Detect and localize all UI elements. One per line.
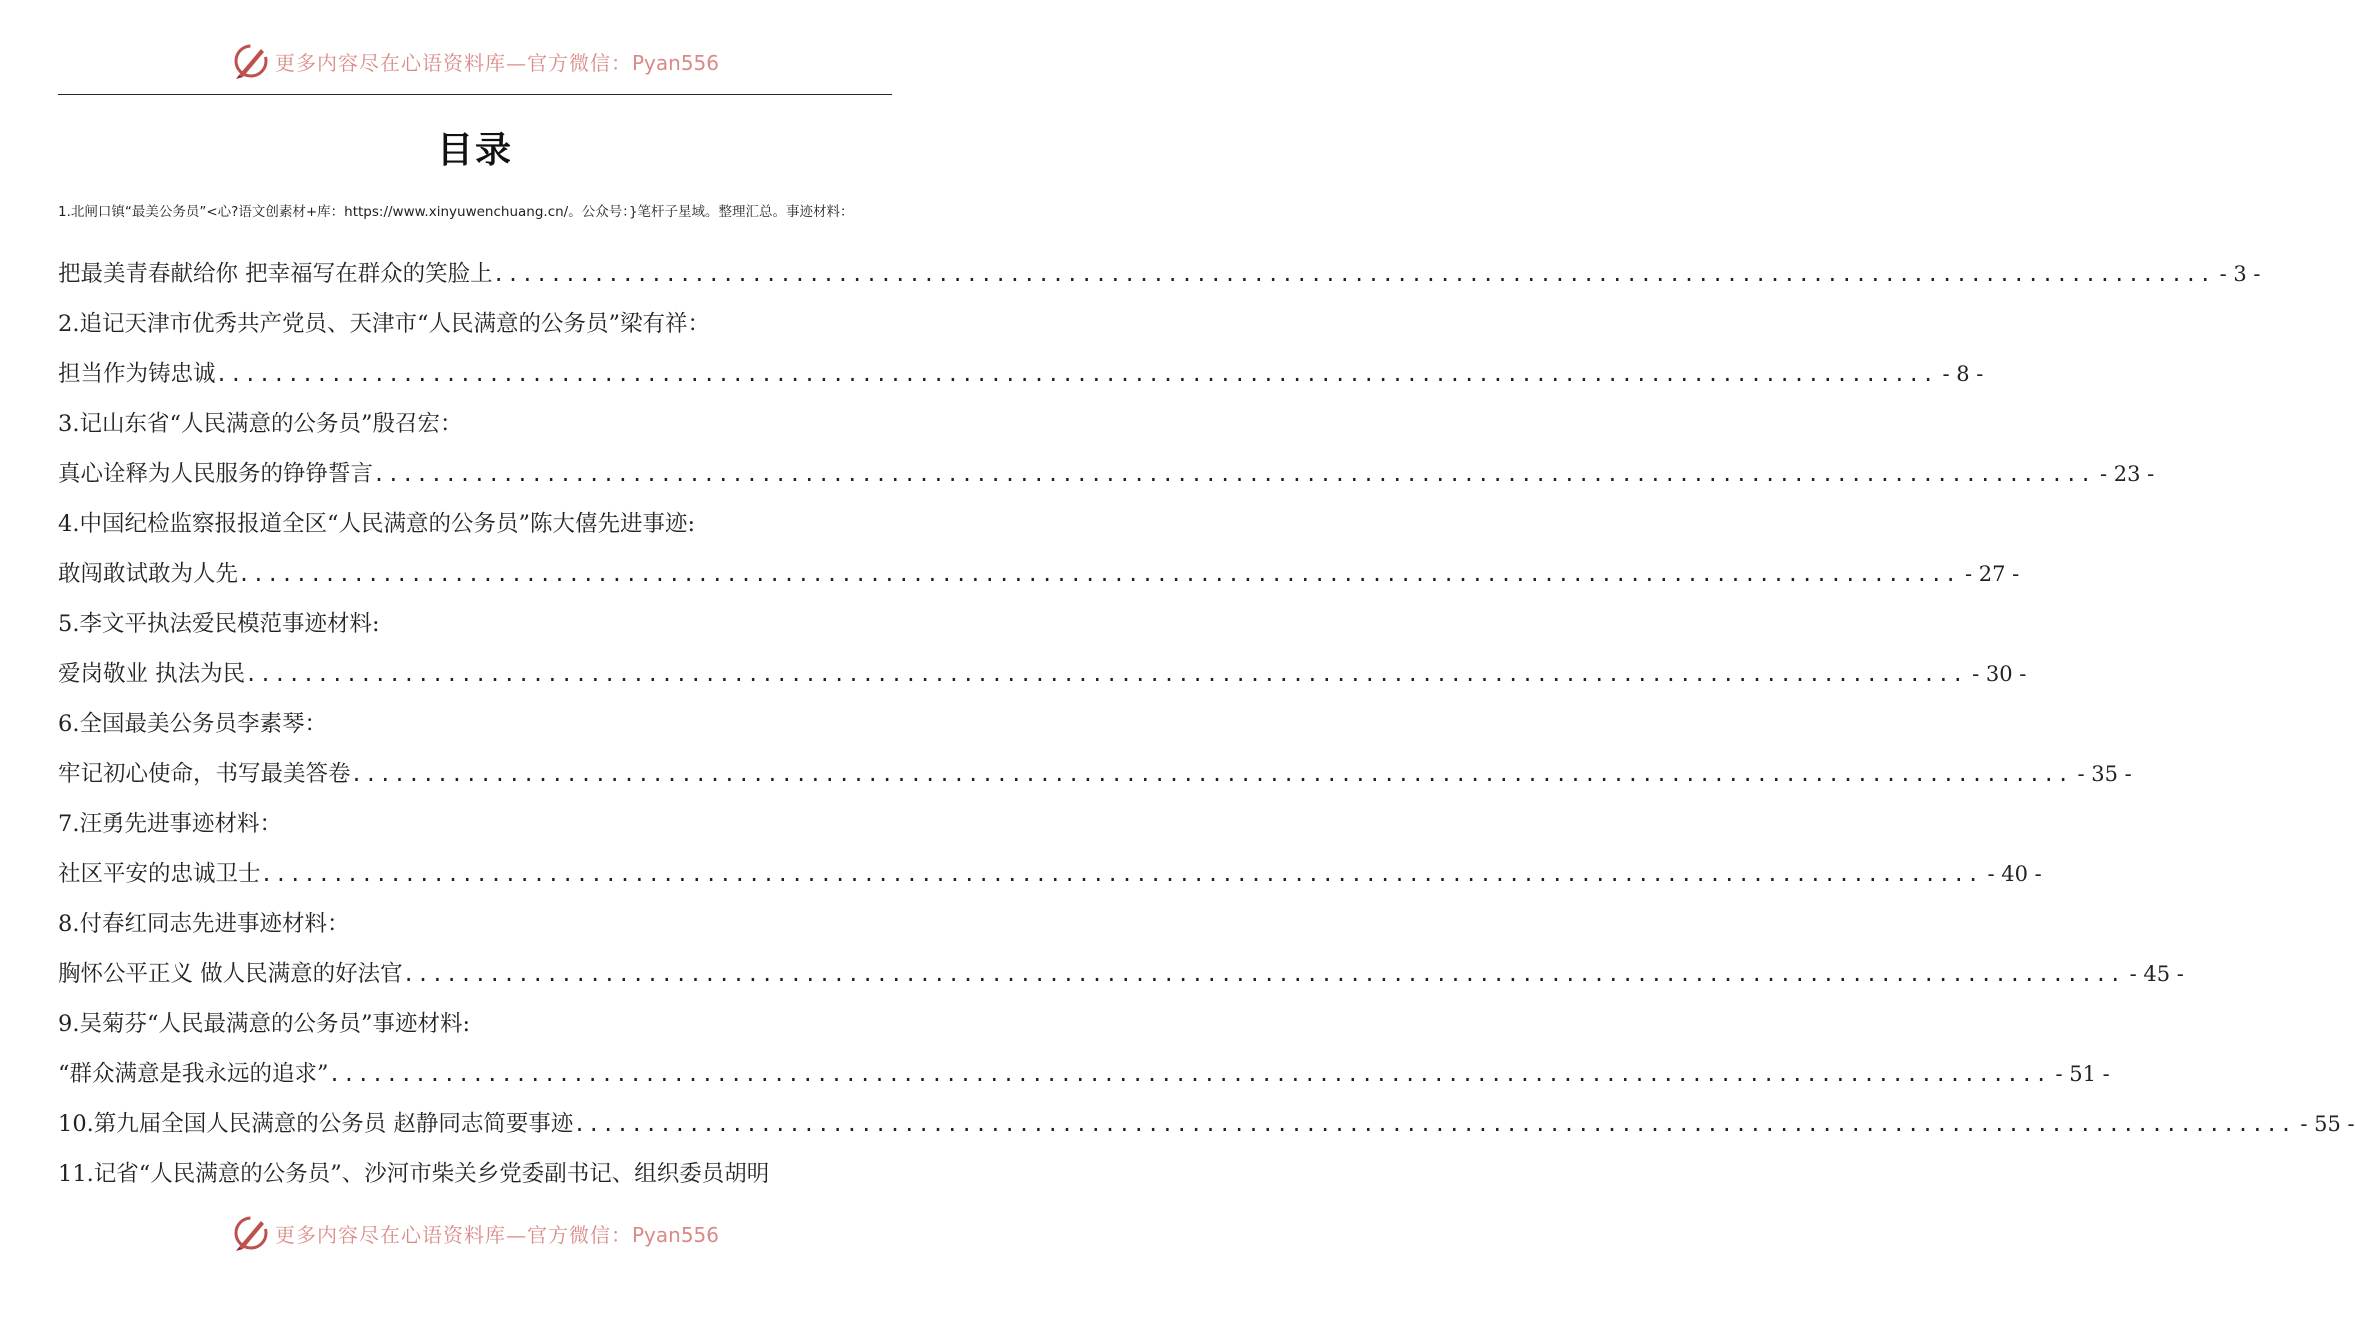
toc-entry[interactable] — [58, 1103, 2355, 1153]
toc-entry[interactable] — [58, 1153, 892, 1203]
toc-entry-text: 2.追记天津市优秀共产党员、天津市“人民满意的公务员”梁有祥： — [58, 311, 710, 337]
toc-entry[interactable] — [58, 553, 2020, 603]
toc-entry[interactable] — [58, 453, 2155, 503]
brush-logo-icon — [231, 1213, 271, 1253]
toc-page-number: - 30 - — [1972, 662, 2027, 686]
toc-page-number: - 45 - — [2129, 962, 2184, 986]
toc-entry-text: 6.全国最美公务员李素琴： — [58, 711, 327, 737]
toc-entry-text: 4.中国纪检监察报报道全区“人民满意的公务员”陈大僖先进事迹: — [58, 511, 696, 537]
toc-entry[interactable] — [58, 303, 892, 353]
toc-page-number: - 35 - — [2077, 762, 2132, 786]
toc-entry-text: 胸怀公平正义 做人民满意的好法官 — [58, 961, 403, 987]
toc-entry-text: 9.吴菊芬“人民最满意的公务员”事迹材料: — [58, 1011, 471, 1037]
toc-entry[interactable] — [58, 953, 2184, 1003]
toc-entry-text: 7.汪勇先进事迹材料： — [58, 811, 282, 837]
toc-entry[interactable] — [58, 1053, 2110, 1103]
table-of-contents — [58, 253, 2355, 1203]
toc-note: 1.北闸口镇“最美公务员”<心?语文创素材+库：https://www.xinyuwenchuang.cn/。公众号：}笔杆子星域。整理汇总。事迹材料： — [58, 204, 854, 220]
toc-entry-text: “群众满意是我永远的追求” — [58, 1061, 329, 1087]
toc-leader-dots: ........................................................................................................................ — [573, 1112, 2295, 1136]
toc-page-number: - 3 - — [2219, 262, 2261, 286]
toc-entry[interactable] — [58, 903, 892, 953]
toc-entry[interactable] — [58, 603, 892, 653]
toc-page-number: - 40 - — [1987, 862, 2042, 886]
toc-entry-text: 担当作为铸忠诚 — [58, 361, 216, 387]
toc-page-number: - 23 - — [2099, 462, 2155, 486]
toc-entry-text: 8.付春红同志先进事迹材料： — [58, 911, 350, 937]
toc-entry-text: 真心诠释为人民服务的铮铮誓言 — [58, 461, 374, 487]
banner-text: 更多内容尽在心语资料库—官方微信：Pyan556 — [274, 1222, 719, 1247]
toc-leader-dots: ........................................................................................................................ — [260, 862, 1982, 886]
toc-entry[interactable] — [58, 653, 2027, 703]
toc-entry-text: 3.记山东省“人民满意的公务员”殷召宏： — [58, 411, 463, 437]
toc-entry-text: 敢闯敢试敢为人先 — [58, 561, 239, 587]
toc-leader-dots: ........................................................................................................................ — [373, 462, 2094, 486]
toc-entry[interactable] — [58, 703, 892, 753]
toc-page-number: - 8 - — [1942, 362, 1984, 386]
toc-page-number: - 27 - — [1964, 562, 2020, 586]
toc-entry-text: 5.李文平执法爱民模范事迹材料: — [58, 611, 380, 637]
toc-entry-text: 11.记省“人民满意的公务员”、沙河市柴关乡党委副书记、组织委员胡明 — [58, 1161, 770, 1187]
toc-entry-text: 牢记初心使命，书写最美答卷 — [58, 761, 351, 787]
toc-entry[interactable] — [58, 1003, 892, 1053]
toc-page-number: - 55 - — [2300, 1112, 2355, 1136]
toc-entry-text: 把最美青春献给你 把幸福写在群众的笑脸上 — [58, 261, 493, 287]
toc-entry-text: 爱岗敬业 执法为民 — [58, 661, 246, 687]
page-title: 目录 — [436, 130, 513, 171]
toc-leader-dots: ........................................................................................................................ — [350, 762, 2072, 786]
toc-entry[interactable] — [58, 753, 2132, 803]
toc-leader-dots: ........................................................................................................................ — [245, 662, 1967, 686]
toc-entry[interactable] — [58, 803, 892, 853]
toc-entry-text: 社区平安的忠诚卫士 — [58, 861, 261, 887]
toc-entry-text: 10.第九届全国人民满意的公务员 赵静同志简要事迹 — [58, 1111, 574, 1137]
toc-entry[interactable] — [58, 503, 892, 553]
header-banner — [0, 36, 950, 86]
toc-entry[interactable] — [58, 403, 892, 453]
toc-leader-dots: ........................................................................................................................ — [215, 362, 1937, 386]
toc-leader-dots: ........................................................................................................................ — [238, 562, 1959, 586]
toc-leader-dots: ........................................................................................................................ — [402, 962, 2124, 986]
toc-entry[interactable] — [58, 253, 2261, 303]
header-rule — [58, 94, 892, 95]
footer-banner — [0, 1208, 950, 1258]
toc-leader-dots: ........................................................................................................................ — [492, 262, 2214, 286]
toc-entry[interactable] — [58, 853, 2042, 903]
banner-text: 更多内容尽在心语资料库—官方微信：Pyan556 — [274, 50, 719, 75]
toc-leader-dots: ........................................................................................................................ — [328, 1062, 2050, 1086]
brush-logo-icon — [231, 41, 271, 81]
toc-entry[interactable] — [58, 353, 1984, 403]
toc-page-number: - 51 - — [2055, 1062, 2110, 1086]
